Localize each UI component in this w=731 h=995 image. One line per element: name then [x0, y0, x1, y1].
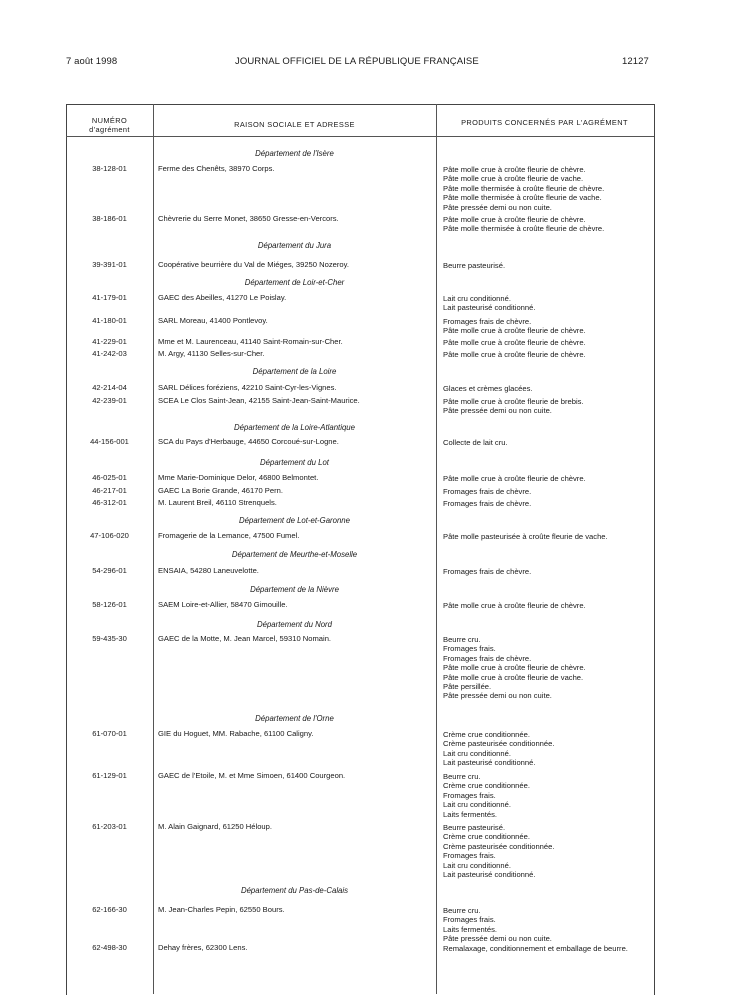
product-list [443, 499, 653, 508]
product-list [443, 635, 653, 701]
approval-number: 58-126-01 [92, 600, 127, 609]
department-heading: Département de l'Orne [255, 714, 334, 723]
approval-number: 61-070-01 [92, 729, 127, 738]
company-name-address: GAEC des Abeilles, 41270 Le Poislay. [158, 293, 287, 302]
header-rule [66, 136, 654, 137]
company-name-address: Coopérative beurrière du Val de Miéges, 39250 Nozeroy. [158, 260, 349, 269]
product-item: Lait pasteurisé conditionné. [443, 758, 536, 768]
product-item: Pâte pressée demi ou non cuite. [443, 691, 552, 701]
company-name-address: Mme et M. Laurenceau, 41140 Saint-Romain-sur-Cher. [158, 337, 343, 346]
product-item: Pâte molle thermisée à croûte fleurie de chèvre. [443, 183, 605, 193]
approval-number: 39-391-01 [92, 260, 127, 269]
company-name-address: M. Alain Gaignard, 61250 Héloup. [158, 822, 272, 831]
product-item: Beurre cru. [443, 772, 481, 781]
company-name-address: GAEC de la Motte, M. Jean Marcel, 59310 Nomain. [158, 634, 332, 643]
product-item: Fromages frais de chèvre. [443, 487, 532, 496]
product-item: Laits fermentés. [443, 809, 498, 819]
product-item: Lait cru conditionné. [443, 748, 511, 758]
product-item: Crème crue conditionnée. [443, 781, 530, 791]
product-item: Pâte molle crue à croûte fleurie de chèvre. [443, 350, 586, 359]
issue-date: 7 août 1998 [66, 56, 118, 67]
product-item: Pâte molle crue à croûte fleurie de chèvre. [443, 474, 586, 483]
department-heading: Département de l'Isère [255, 149, 334, 158]
product-list [443, 772, 653, 819]
department-heading: Département du Jura [257, 241, 332, 250]
column-divider-1 [153, 104, 154, 994]
product-list [443, 397, 653, 416]
department-heading: Département de la Loire-Atlantique [234, 423, 355, 432]
journal-title: JOURNAL OFFICIEL DE LA RÉPUBLIQUE FRANÇAISE [235, 56, 479, 67]
product-item: Fromages frais. [443, 915, 496, 925]
product-item: Pâte molle crue à croûte fleurie de chèvre. [443, 338, 586, 347]
product-item: Pâte pressée demi ou non cuite. [443, 202, 552, 212]
approval-number: 54-296-01 [92, 566, 127, 575]
product-item: Crème pasteurisée conditionnée. [443, 739, 555, 749]
product-item: Beurre pasteurisé. [443, 261, 506, 270]
product-item: Lait cru conditionné. [443, 294, 511, 303]
company-name-address: GAEC La Borie Grande, 46170 Pern. [158, 486, 283, 495]
col-header-number-line1: NUMÉRO [91, 116, 128, 125]
approval-number: 46-312-01 [92, 498, 127, 507]
product-item: Crème pasteurisée conditionnée. [443, 841, 555, 851]
product-list [443, 823, 653, 879]
product-list [443, 474, 653, 483]
col-header-number [66, 116, 153, 134]
product-list [443, 215, 653, 234]
company-name-address: Chèvrerie du Serre Monet, 38650 Gresse-en-Vercors. [158, 214, 339, 223]
approval-number: 61-129-01 [92, 771, 127, 780]
product-item: Beurre cru. [443, 906, 481, 915]
product-item: Pâte molle pasteurisée à croûte fleurie de vache. [443, 532, 608, 541]
approval-number: 46-217-01 [92, 486, 127, 495]
approval-number: 41-180-01 [92, 316, 127, 325]
product-list [443, 350, 653, 359]
product-list [443, 384, 653, 393]
company-name-address: ENSAIA, 54280 Laneuvelotte. [158, 566, 259, 575]
product-item: Beurre cru. [443, 635, 481, 644]
approval-number: 38-128-01 [92, 164, 127, 173]
product-item: Pâte pressée demi ou non cuite. [443, 934, 552, 944]
product-item: Fromages frais de chèvre. [443, 567, 532, 576]
product-item: Lait cru conditionné. [443, 800, 511, 810]
company-name-address: GAEC de l'Etoile, M. et Mme Simoen, 61400 Courgeon. [158, 771, 346, 780]
product-list [443, 438, 653, 447]
approval-number: 59-435-30 [92, 634, 127, 643]
product-item: Laits fermentés. [443, 924, 498, 934]
company-name-address: Dehay frères, 62300 Lens. [158, 943, 248, 952]
product-item: Lait pasteurisé conditionné. [443, 870, 536, 880]
product-item: Pâte molle crue à croûte fleurie de chèvre. [443, 601, 586, 610]
company-name-address: GIE du Hoguet, MM. Rabache, 61100 Caligny. [158, 729, 314, 738]
product-list [443, 532, 653, 541]
column-divider-2 [436, 104, 437, 994]
product-item: Pâte molle crue à croûte fleurie de vache. [443, 672, 584, 682]
approval-number: 62-498-30 [92, 943, 127, 952]
product-item: Pâte molle crue à croûte fleurie de vache. [443, 174, 584, 184]
product-list [443, 601, 653, 610]
company-name-address: SAEM Loire-et-Allier, 58470 Gimouille. [158, 600, 288, 609]
product-item: Lait pasteurisé conditionné. [443, 303, 536, 313]
col-header-products: PRODUITS CONCERNÉS PAR L'AGRÉMENT [461, 118, 628, 127]
department-heading: Département du Lot [260, 458, 329, 467]
company-name-address: Mme Marie-Dominique Delor, 46800 Belmontet. [158, 473, 319, 482]
department-heading: Département de la Loire [252, 367, 337, 376]
company-name-address: SARL Moreau, 41400 Pontlevoy. [158, 316, 268, 325]
product-item: Crème crue conditionnée. [443, 730, 530, 739]
approval-number: 41-242-03 [92, 349, 127, 358]
company-name-address: SARL Délices foréziens, 42210 Saint-Cyr-les-Vignes. [158, 383, 337, 392]
product-list [443, 261, 653, 270]
product-item: Pâte molle crue à croûte fleurie de chèvre. [443, 326, 586, 336]
approval-number: 42-239-01 [92, 396, 127, 405]
company-name-address: M. Argy, 41130 Selles-sur-Cher. [158, 349, 265, 358]
department-heading: Département de la Nièvre [250, 585, 339, 594]
company-name-address: SCA du Pays d'Herbauge, 44650 Corcoué-sur-Logne. [158, 437, 339, 446]
product-item: Pâte persillée. [443, 682, 492, 692]
product-item: Pâte molle crue à croûte fleurie de brebis. [443, 397, 584, 406]
product-list [443, 567, 653, 576]
product-item: Beurre pasteurisé. [443, 823, 506, 832]
approval-number: 41-179-01 [92, 293, 127, 302]
product-item: Fromages frais. [443, 644, 496, 654]
product-item: Pâte molle crue à croûte fleurie de chèvre. [443, 663, 586, 673]
product-list [443, 906, 653, 944]
product-item: Glaces et crèmes glacées. [443, 384, 533, 393]
product-list [443, 294, 653, 313]
company-name-address: M. Laurent Breil, 46110 Strenquels. [158, 498, 277, 507]
company-name-address: M. Jean-Charles Pepin, 62550 Bours. [158, 905, 285, 914]
product-list [443, 730, 653, 768]
company-name-address: SCEA Le Clos Saint-Jean, 42155 Saint-Jean-Saint-Maurice. [158, 396, 360, 405]
approval-number: 47-106-020 [90, 531, 129, 540]
col-header-number-line2: d'agrément [89, 125, 130, 134]
approval-number: 46-025-01 [92, 473, 127, 482]
product-item: Remalaxage, conditionnement et emballage de beurre. [443, 944, 628, 953]
product-list [443, 165, 653, 212]
product-item: Fromages frais de chèvre. [443, 317, 532, 326]
approval-number: 62-166-30 [92, 905, 127, 914]
product-item: Pâte pressée demi ou non cuite. [443, 406, 552, 416]
product-item: Fromages frais. [443, 851, 496, 861]
department-heading: Département du Nord [257, 620, 332, 629]
col-header-name: RAISON SOCIALE ET ADRESSE [234, 120, 355, 129]
approval-number: 42-214-04 [92, 383, 127, 392]
product-item: Fromages frais de chèvre. [443, 653, 532, 663]
approval-number: 44-156-001 [90, 437, 129, 446]
department-heading: Département de Loir-et-Cher [244, 278, 345, 287]
product-item: Pâte molle crue à croûte fleurie de chèvre. [443, 165, 586, 174]
department-heading: Département du Pas-de-Calais [240, 886, 349, 895]
page-number: 12127 [622, 56, 649, 67]
approval-number: 38-186-01 [92, 214, 127, 223]
product-list [443, 338, 653, 347]
department-heading: Département de Lot-et-Garonne [239, 516, 350, 525]
approval-number: 61-203-01 [92, 822, 127, 831]
product-item: Pâte molle thermisée à croûte fleurie de chèvre. [443, 224, 605, 234]
product-item: Crème crue conditionnée. [443, 832, 530, 842]
approval-number: 41-229-01 [92, 337, 127, 346]
product-item: Fromages frais de chèvre. [443, 499, 532, 508]
product-item: Lait cru conditionné. [443, 860, 511, 870]
product-list [443, 944, 653, 953]
company-name-address: Ferme des Chenêts, 38970 Corps. [158, 164, 275, 173]
department-heading: Département de Meurthe-et-Moselle [231, 550, 358, 559]
product-item: Pâte molle thermisée à croûte fleurie de vache. [443, 193, 602, 203]
product-list [443, 487, 653, 496]
product-item: Collecte de lait cru. [443, 438, 508, 447]
product-item: Pâte molle crue à croûte fleurie de chèvre. [443, 215, 586, 224]
company-name-address: Fromagerie de la Lemance, 47500 Fumel. [158, 531, 300, 540]
product-list [443, 317, 653, 336]
product-item: Fromages frais. [443, 790, 496, 800]
